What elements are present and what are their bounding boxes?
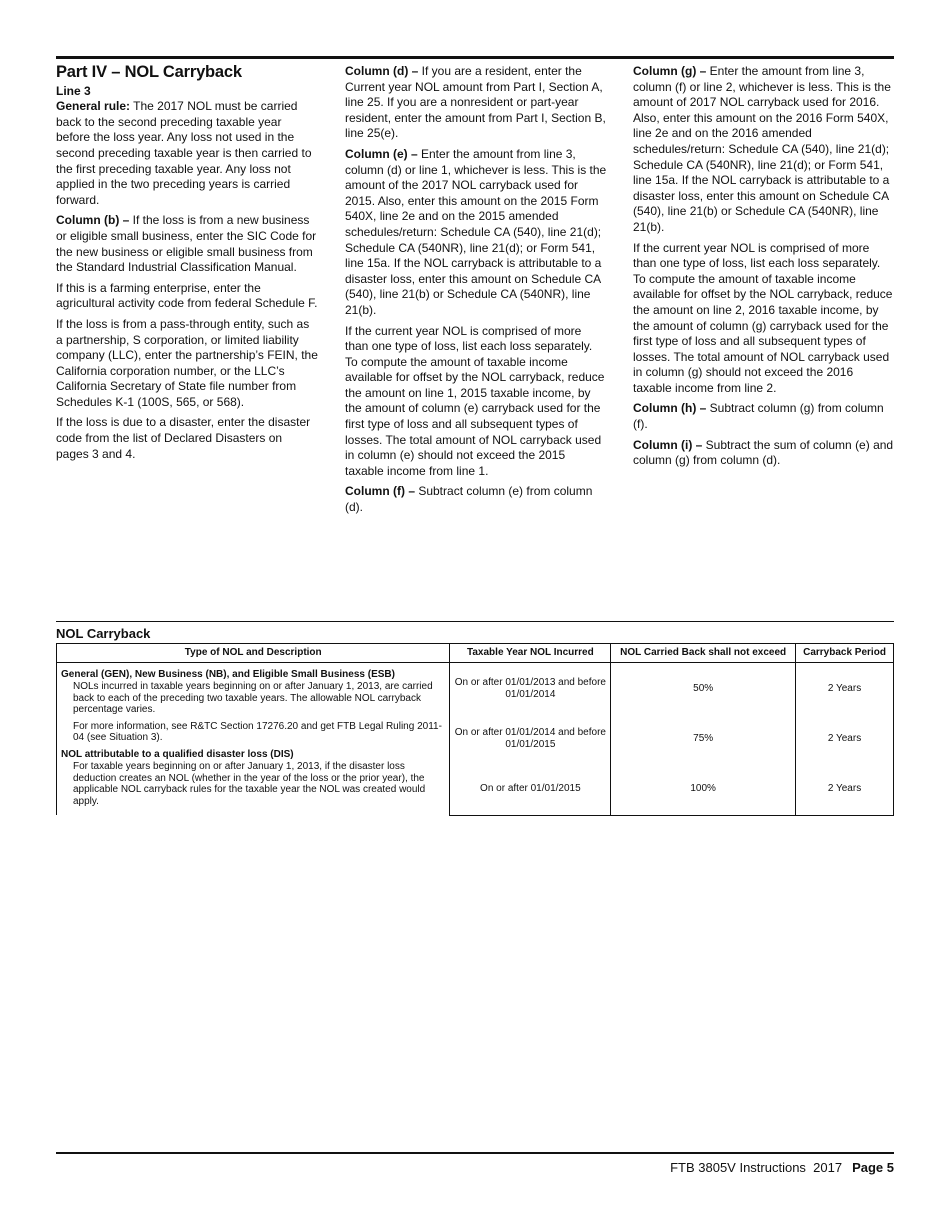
nol-carryback-section [56,621,894,816]
col-b-text: If the loss is from a new business or eligible small business, enter the SIC Code for the new business or eligible small business from the Standard Industrial Classification Manual. [56,213,317,275]
col-g-para [633,64,895,236]
col-f-para [345,484,607,515]
col-d-label: Column (d) – [345,64,419,78]
line3-label: Line 3 [56,83,91,98]
farming-para: If this is a farming enterprise, enter the agricultural activity code from federal Schedule F. [56,280,318,311]
gen-heading: General (GEN), New Business (NB), and Eligible Small Business (ESB) [61,668,395,680]
col-e-text: Enter the amount from line 3, column (d) or line 1, whichever is less. This is the amount of the 2017 NOL carryback used for 2015. Also, enter this amount on the 2015 Form 540X, line 2e and on the 2015 amended schedules/return: Schedule CA (540), line 21(d); Schedule CA (540NR), line 21(d); or Form 541, line 15a. If the NOL carryback is attributable to a disaster loss, enter this amount on Schedule CA (540), line 21(b) or Schedule CA (540NR), line 21(b). [345,146,607,317]
col-d-text: If you are a resident, enter the Current year NOL amount from Part I, Section A, line 25. If you are a nonresident or part-year resident, enter the amount from Part I, Section B, line 25(e). [345,64,606,141]
period-cell: 2 Years [796,662,894,715]
col-b-label: Column (b) – [56,213,130,228]
nol-carryback-table [56,643,894,816]
col-h-text: Subtract column (g) from column (f). [633,401,884,432]
disaster-para: If the loss is due to a disaster, enter the disaster code from the list of Declared Disasters on pages 3 and 4. [56,415,311,461]
type-description-cell [57,662,450,815]
footer-form: FTB 3805V Instructions 2017 [670,1160,843,1175]
year-cell: On or after 01/01/2015 [450,763,611,816]
nol-table-title: NOL Carryback [56,626,151,641]
col-i-label: Column (i) – [633,437,703,452]
col-b-para [56,213,318,275]
header-year: Taxable Year NOL Incurred [450,644,611,663]
col-i-para [633,438,895,469]
general-rule-text: The 2017 NOL must be carried back to the second preceding taxable year before the loss year. Any loss not used in the second preceding taxable year is then carried to the first preceding taxable year. Any loss not applied in the two preceding years is carried forward. [56,99,312,207]
year-cell: On or after 01/01/2014 and before 01/01/2015 [450,715,611,763]
column-2 [345,64,607,521]
table-header-row [57,644,894,663]
column-1 [56,64,318,467]
pct-cell: 75% [611,715,796,763]
col-f-text: Subtract column (e) from column (d). [345,484,593,515]
part-heading: Part IV – NOL Carryback [56,63,242,81]
col-g-text: Enter the amount from line 3, column (f) or line 2, whichever is less. This is the amount of 2017 NOL carryback used for 2016. Also, enter this amount on the 2016 Form 540X, line 2e and on the 2016 amended schedules/return: Schedule CA (540), line 21(d); Schedule CA (540NR), line 21(d); or Form 541, line 15a. If the NOL carryback is attributable to a disaster loss, enter this amount on Schedule CA (540), line 21(b) or Schedule CA (540NR), line 21(b). [633,64,891,234]
general-rule-para [56,99,318,208]
dis-heading: NOL attributable to a qualified disaster loss (DIS) [61,748,294,760]
top-rule [56,56,894,59]
dis-para: For taxable years beginning on or after January 1, 2013, if the disaster loss deduction creates an NOL (whether in the year of the loss or the prior year), the applicable NOL carryback rules for the taxable year the NOL was created would apply. [73,761,426,807]
period-cell: 2 Years [796,715,894,763]
col3-multi-para: If the current year NOL is comprised of more than one type of loss, list each loss separately. To compute the amount of taxable income available for offset by the NOL carryback, reduce the amount on line 2, 2016 taxable income, by the amount of column (g) carryback used for the first type of loss and all subsequent types of losses. The total amount of NOL carryback used in column (g) should not exceed the 2016 taxable income from line 2. [633,240,893,395]
header-limit: NOL Carried Back shall not exceed [611,644,796,663]
col-f-label: Column (f) – [345,484,415,499]
column-3 [633,64,895,474]
year-cell: On or after 01/01/2013 and before 01/01/2014 [450,662,611,715]
header-type: Type of NOL and Description [57,644,450,663]
col2-multi-para: If the current year NOL is comprised of more than one type of loss, list each loss separately. To compute the amount of taxable income available for offset by the NOL carryback, reduce the amount on line 1, 2015 taxable income, by the amount of column (e) carryback used for the first type of loss and all subsequent types of losses. The total amount of NOL carryback used in column (e) should not exceed the 2015 taxable income from line 1. [345,323,605,478]
page-footer [56,1152,894,1175]
col-g-label: Column (g) – [633,64,707,78]
col-i-text: Subtract the sum of column (e) and column (g) from column (d). [633,437,894,468]
table-row [57,662,894,715]
gen-para-1: NOLs incurred in taxable years beginning on or after January 1, 2013, are carried back to each of the preceding two taxable years. The allowable NOL carryback percentage varies. [73,681,433,715]
pct-cell: 50% [611,662,796,715]
col-e-para [345,147,607,319]
col-h-para [633,401,895,432]
col-d-para [345,64,607,142]
footer-text [670,1160,894,1175]
general-rule-label: General rule: [56,99,131,114]
pct-cell: 100% [611,763,796,816]
page-number: Page 5 [852,1160,894,1175]
header-period: Carryback Period [796,644,894,663]
col-e-label: Column (e) – [345,146,418,161]
gen-para-2: For more information, see R&TC Section 17276.20 and get FTB Legal Ruling 2011-04 (see Situation 3). [73,720,442,743]
period-cell: 2 Years [796,763,894,816]
passthrough-para: If the loss is from a pass-through entity, such as a partnership, S corporation, or limited liability company (LLC), enter the partnership’s FEIN, the California corporation number, or the LLC’s California Secretary of State file number from Schedules K-1 (100S, 565, or 568). [56,316,318,409]
col-h-label: Column (h) – [633,401,707,416]
